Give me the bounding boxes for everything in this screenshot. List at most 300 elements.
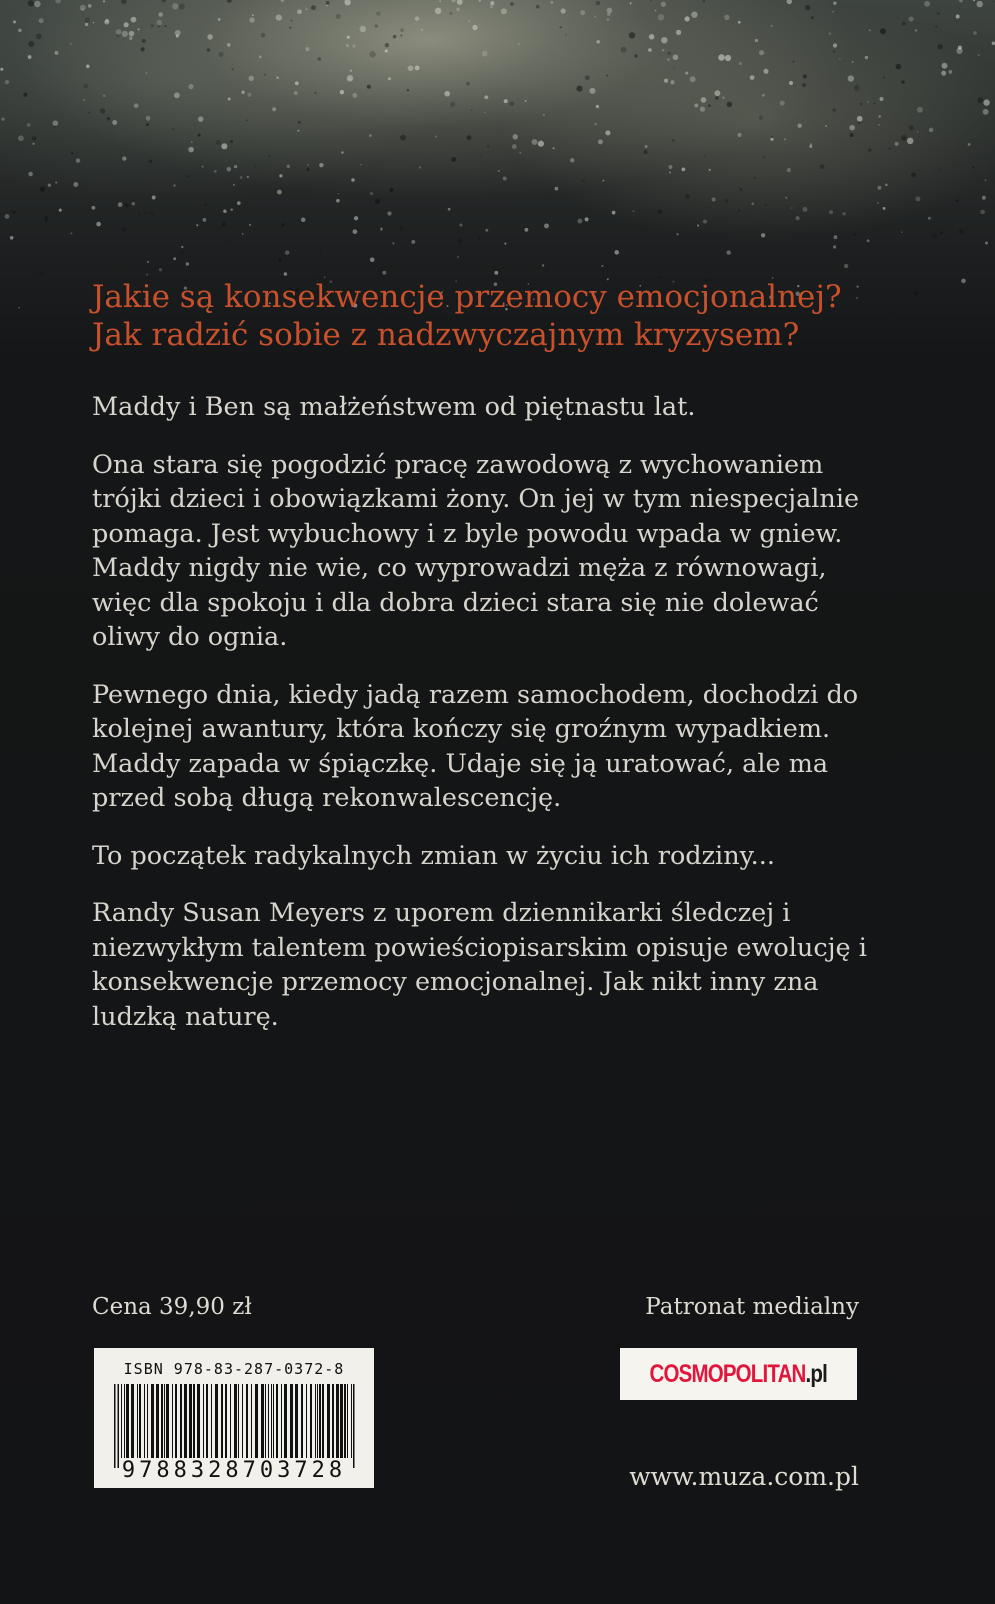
raindrop bbox=[338, 193, 339, 194]
raindrop bbox=[252, 15, 254, 17]
raindrop bbox=[249, 17, 254, 22]
raindrop bbox=[159, 268, 162, 271]
barcode-bar bbox=[351, 1384, 352, 1458]
raindrop bbox=[667, 58, 669, 60]
raindrop bbox=[367, 85, 371, 89]
raindrop bbox=[559, 26, 561, 28]
barcode-bar bbox=[271, 1384, 272, 1458]
raindrop bbox=[221, 143, 227, 149]
raindrop bbox=[740, 188, 743, 191]
raindrop bbox=[630, 2, 632, 4]
raindrop bbox=[207, 48, 211, 52]
raindrop bbox=[227, 167, 232, 172]
raindrop bbox=[65, 304, 66, 305]
raindrop bbox=[315, 92, 317, 94]
raindrop bbox=[419, 166, 421, 168]
raindrop bbox=[755, 39, 758, 42]
raindrop bbox=[670, 80, 674, 84]
raindrop bbox=[188, 84, 193, 89]
raindrop bbox=[350, 70, 352, 72]
headline bbox=[92, 278, 912, 354]
raindrop bbox=[585, 75, 590, 80]
raindrop bbox=[301, 218, 306, 223]
raindrop bbox=[725, 199, 729, 203]
raindrop bbox=[55, 182, 57, 184]
raindrop bbox=[297, 9, 302, 14]
partner-logo-suffix: .pl bbox=[805, 1359, 828, 1388]
barcode-bar bbox=[131, 1384, 134, 1458]
raindrop bbox=[932, 234, 936, 238]
raindrop bbox=[798, 124, 802, 128]
raindrop bbox=[85, 23, 88, 26]
raindrop bbox=[39, 271, 44, 276]
barcode-bar bbox=[221, 1384, 223, 1458]
patronage-label: Patronat medialny bbox=[645, 1294, 859, 1320]
raindrop bbox=[854, 85, 860, 91]
barcode-bar bbox=[319, 1384, 321, 1458]
raindrop bbox=[289, 27, 291, 29]
price-label: Cena 39,90 zł bbox=[92, 1294, 252, 1320]
raindrop bbox=[676, 233, 678, 235]
raindrop bbox=[725, 55, 731, 61]
barcode-bar bbox=[265, 1384, 266, 1458]
raindrop bbox=[667, 51, 671, 55]
raindrop bbox=[344, 0, 350, 5]
raindrop bbox=[393, 35, 397, 39]
raindrop bbox=[285, 250, 289, 254]
barcode-bar bbox=[114, 1384, 116, 1468]
barcode-bar bbox=[124, 1384, 125, 1458]
raindrop bbox=[247, 93, 251, 97]
raindrop bbox=[833, 245, 836, 248]
raindrop bbox=[173, 257, 176, 260]
raindrop bbox=[28, 41, 34, 47]
raindrop bbox=[855, 234, 857, 236]
raindrop bbox=[439, 0, 441, 2]
raindrop bbox=[762, 94, 765, 97]
raindrop bbox=[676, 30, 681, 35]
raindrop bbox=[399, 226, 403, 230]
raindrop bbox=[770, 138, 773, 141]
raindrop bbox=[929, 128, 933, 132]
raindrop bbox=[917, 131, 918, 132]
raindrop bbox=[59, 209, 62, 212]
raindrop bbox=[915, 196, 920, 201]
raindrop bbox=[457, 239, 461, 243]
raindrop bbox=[172, 3, 178, 9]
raindrop bbox=[883, 76, 886, 79]
raindrop bbox=[701, 97, 707, 103]
raindrop bbox=[844, 264, 848, 268]
raindrop bbox=[621, 47, 627, 53]
raindrop bbox=[467, 135, 472, 140]
barcode-bar bbox=[246, 1384, 248, 1458]
raindrop bbox=[164, 25, 166, 27]
barcode-bar bbox=[347, 1384, 348, 1458]
raindrop bbox=[985, 179, 987, 181]
raindrop bbox=[914, 291, 918, 295]
raindrop bbox=[501, 8, 507, 14]
barcode-bar bbox=[189, 1384, 192, 1458]
raindrop bbox=[290, 19, 292, 21]
raindrop bbox=[715, 96, 718, 99]
barcode-bar bbox=[144, 1384, 145, 1458]
raindrop bbox=[387, 211, 391, 215]
raindrop bbox=[959, 229, 964, 234]
raindrop bbox=[118, 202, 123, 207]
raindrop bbox=[664, 79, 668, 83]
barcode-bar bbox=[322, 1384, 324, 1458]
raindrop bbox=[370, 192, 373, 195]
raindrop bbox=[281, 223, 285, 227]
raindrop bbox=[181, 246, 183, 248]
raindrop bbox=[607, 8, 613, 14]
raindrop bbox=[825, 125, 827, 127]
raindrop bbox=[703, 219, 707, 223]
raindrop bbox=[942, 63, 948, 69]
raindrop bbox=[385, 43, 390, 48]
raindrop bbox=[614, 250, 619, 255]
raindrop bbox=[949, 70, 953, 74]
raindrop bbox=[279, 174, 282, 177]
raindrop bbox=[895, 142, 899, 146]
raindrop bbox=[802, 83, 806, 87]
ean-digits: 9788328703728 bbox=[121, 1458, 347, 1483]
raindrop bbox=[712, 197, 716, 201]
raindrop bbox=[634, 54, 637, 57]
raindrop bbox=[307, 164, 309, 166]
raindrop bbox=[146, 116, 151, 121]
raindrop bbox=[272, 107, 276, 111]
partner-logo bbox=[620, 1348, 857, 1400]
barcode-bar bbox=[255, 1384, 258, 1458]
raindrop bbox=[36, 34, 42, 40]
raindrop bbox=[513, 134, 518, 139]
barcode-bar bbox=[344, 1384, 346, 1458]
barcode-bar bbox=[281, 1384, 282, 1458]
raindrop bbox=[880, 28, 886, 34]
raindrop bbox=[157, 25, 160, 28]
raindrop bbox=[188, 147, 194, 153]
raindrop bbox=[105, 19, 109, 23]
raindrop bbox=[131, 17, 137, 23]
raindrop bbox=[982, 196, 986, 200]
raindrop bbox=[739, 62, 742, 65]
raindrop bbox=[510, 2, 513, 5]
raindrop bbox=[45, 216, 47, 218]
partner-logo-text bbox=[650, 1360, 828, 1389]
raindrop bbox=[518, 43, 520, 45]
raindrop bbox=[877, 186, 881, 190]
barcode-bar bbox=[306, 1384, 307, 1458]
raindrop bbox=[805, 5, 810, 10]
raindrop bbox=[829, 210, 833, 214]
raindrop bbox=[311, 5, 316, 10]
raindrop bbox=[415, 16, 419, 20]
raindrop bbox=[612, 211, 616, 215]
raindrop bbox=[172, 128, 175, 131]
raindrop bbox=[34, 1, 41, 8]
raindrop bbox=[980, 210, 985, 215]
raindrop bbox=[935, 25, 938, 28]
raindrop bbox=[303, 210, 305, 212]
raindrop bbox=[691, 12, 697, 18]
raindrop bbox=[956, 15, 960, 19]
raindrop bbox=[28, 0, 34, 6]
raindrop bbox=[146, 274, 148, 276]
raindrop bbox=[901, 135, 907, 141]
raindrop bbox=[70, 43, 72, 45]
raindrop bbox=[237, 201, 241, 205]
raindrop bbox=[124, 22, 129, 27]
raindrop bbox=[305, 47, 309, 51]
barcode-bar bbox=[310, 1384, 312, 1458]
raindrop bbox=[915, 29, 917, 31]
raindrop bbox=[134, 103, 139, 108]
raindrop bbox=[218, 52, 223, 57]
raindrop bbox=[570, 158, 575, 163]
raindrop bbox=[759, 50, 764, 55]
raindrop bbox=[472, 25, 477, 30]
raindrop bbox=[269, 156, 270, 157]
raindrop bbox=[28, 55, 32, 59]
raindrop bbox=[452, 0, 456, 2]
raindrop bbox=[784, 138, 786, 140]
raindrop bbox=[326, 1, 330, 5]
raindrop bbox=[469, 20, 470, 21]
raindrop bbox=[103, 0, 105, 2]
barcode-bar bbox=[180, 1384, 182, 1458]
raindrop bbox=[484, 95, 488, 99]
raindrop bbox=[149, 159, 153, 163]
raindrop bbox=[478, 237, 480, 239]
raindrop bbox=[407, 89, 409, 91]
raindrop bbox=[708, 104, 711, 107]
raindrop bbox=[661, 37, 668, 44]
raindrop bbox=[76, 158, 80, 162]
raindrop bbox=[803, 74, 807, 78]
raindrop bbox=[459, 223, 462, 226]
barcode-bar bbox=[137, 1384, 138, 1458]
raindrop bbox=[482, 51, 488, 57]
raindrop bbox=[295, 81, 299, 85]
raindrop bbox=[985, 242, 988, 245]
raindrop bbox=[852, 61, 854, 63]
raindrop bbox=[754, 177, 756, 179]
raindrop bbox=[510, 101, 515, 106]
blurb-paragraph-2: Ona stara się pogodzić pracę zawodową z wychowaniem trójki dzieci i obowiązkami żony. On jej w tym niespecjalnie pomaga. Jest wybuchowy i z byle powodu wpada w gniew. Maddy nigdy nie wie, co wyprowadzi męża z równowagi, więc dla spokoju i dla dobra dzieci stara się nie dolewać oliwy do ognia. bbox=[92, 449, 860, 652]
raindrop bbox=[218, 18, 221, 21]
raindrop bbox=[10, 236, 14, 240]
raindrop bbox=[259, 56, 262, 59]
blurb-paragraph-3: Pewnego dnia, kiedy jadą razem samochodem, dochodzi do kolejnej awantury, która kończy się groźnym wypadkiem. Maddy zapada w śpiączkę. Udaje się ją uratować, ale ma przed sobą długą rekonwalescencję. bbox=[92, 679, 859, 813]
raindrop bbox=[694, 103, 698, 107]
raindrop bbox=[175, 30, 181, 36]
raindrop bbox=[709, 169, 711, 171]
barcode-bar bbox=[230, 1384, 231, 1458]
raindrop bbox=[71, 152, 73, 154]
raindrop bbox=[408, 65, 414, 71]
raindrop bbox=[901, 80, 904, 83]
raindrop bbox=[341, 151, 344, 154]
raindrop bbox=[13, 20, 16, 23]
barcode-bar bbox=[172, 1384, 173, 1458]
raindrop bbox=[697, 225, 699, 227]
raindrop bbox=[380, 229, 382, 231]
raindrop bbox=[924, 1, 930, 7]
raindrop bbox=[585, 217, 589, 221]
raindrop bbox=[550, 1, 553, 4]
barcode-bar bbox=[327, 1384, 330, 1458]
raindrop bbox=[281, 0, 285, 2]
raindrop bbox=[907, 138, 914, 145]
barcode-bar bbox=[276, 1384, 278, 1458]
raindrop bbox=[869, 30, 870, 31]
raindrops-background bbox=[0, 0, 995, 320]
raindrop bbox=[40, 187, 45, 192]
raindrop bbox=[759, 116, 763, 120]
raindrop bbox=[216, 140, 221, 145]
raindrop bbox=[718, 54, 725, 61]
raindrop bbox=[848, 75, 854, 81]
raindrop bbox=[785, 197, 787, 199]
barcode-bar bbox=[336, 1384, 339, 1458]
raindrop bbox=[885, 184, 888, 187]
raindrop bbox=[661, 2, 666, 7]
raindrop bbox=[795, 216, 799, 220]
raindrop bbox=[48, 184, 51, 187]
raindrop bbox=[360, 26, 367, 33]
raindrop bbox=[55, 0, 60, 3]
raindrop bbox=[18, 29, 21, 32]
blurb bbox=[92, 390, 892, 1057]
raindrop bbox=[241, 91, 244, 94]
raindrop bbox=[247, 176, 249, 178]
raindrop bbox=[451, 157, 456, 162]
barcode-bar bbox=[164, 1384, 165, 1458]
raindrop bbox=[346, 44, 349, 47]
raindrop bbox=[751, 202, 754, 205]
raindrop bbox=[306, 168, 309, 171]
raindrop bbox=[240, 176, 243, 179]
barcode-bar bbox=[215, 1384, 218, 1458]
raindrop bbox=[457, 256, 459, 258]
raindrop bbox=[690, 76, 696, 82]
raindrop bbox=[297, 130, 299, 132]
raindrop bbox=[233, 184, 235, 186]
barcode-bar bbox=[234, 1384, 237, 1458]
raindrop bbox=[479, 0, 481, 2]
raindrop bbox=[400, 34, 402, 36]
raindrop bbox=[849, 133, 853, 137]
raindrop bbox=[375, 199, 380, 204]
raindrop bbox=[494, 271, 498, 275]
raindrop bbox=[214, 170, 217, 173]
raindrop bbox=[129, 31, 135, 37]
raindrop bbox=[792, 61, 794, 63]
raindrop bbox=[53, 120, 59, 126]
raindrop bbox=[360, 164, 362, 166]
raindrop bbox=[672, 139, 675, 142]
raindrop bbox=[839, 58, 841, 60]
raindrop bbox=[878, 124, 880, 126]
raindrop bbox=[55, 51, 59, 55]
raindrop bbox=[85, 17, 90, 22]
raindrop bbox=[12, 211, 15, 214]
raindrop bbox=[833, 11, 834, 12]
isbn-barcode bbox=[94, 1348, 374, 1488]
raindrop bbox=[382, 271, 386, 275]
raindrop bbox=[993, 0, 995, 2]
raindrop bbox=[543, 114, 545, 116]
raindrop bbox=[227, 0, 232, 3]
raindrop bbox=[80, 5, 86, 11]
raindrop bbox=[336, 14, 341, 19]
raindrop bbox=[977, 1, 983, 7]
raindrop bbox=[901, 231, 903, 233]
raindrop bbox=[352, 93, 357, 98]
raindrop bbox=[538, 141, 544, 147]
raindrop bbox=[141, 47, 145, 51]
raindrop bbox=[83, 84, 87, 88]
raindrop bbox=[242, 233, 244, 235]
raindrop bbox=[223, 209, 226, 212]
raindrop bbox=[595, 123, 597, 125]
barcode-bar bbox=[139, 1384, 141, 1458]
raindrop bbox=[145, 72, 147, 74]
barcode-bar bbox=[156, 1384, 159, 1458]
barcode-bar bbox=[261, 1384, 264, 1458]
raindrop bbox=[643, 150, 647, 154]
raindrop bbox=[602, 180, 604, 182]
raindrop bbox=[606, 75, 608, 77]
raindrop bbox=[673, 55, 679, 61]
publisher-website: www.muza.com.pl bbox=[629, 1462, 859, 1491]
barcode-bar bbox=[332, 1384, 334, 1458]
raindrop bbox=[832, 108, 836, 112]
raindrop bbox=[973, 31, 977, 35]
raindrop bbox=[858, 122, 861, 125]
barcode-bar bbox=[193, 1384, 195, 1458]
raindrop bbox=[582, 179, 585, 182]
raindrop bbox=[228, 243, 230, 245]
raindrop bbox=[833, 50, 836, 53]
raindrop bbox=[589, 88, 595, 94]
barcode-bar bbox=[353, 1384, 355, 1468]
raindrop bbox=[132, 202, 136, 206]
raindrop bbox=[390, 188, 394, 192]
raindrop bbox=[138, 28, 140, 30]
raindrop bbox=[868, 148, 871, 151]
raindrop bbox=[722, 96, 725, 99]
raindrop bbox=[23, 93, 27, 97]
raindrop bbox=[940, 231, 943, 234]
raindrop bbox=[231, 68, 233, 70]
barcode-bar bbox=[151, 1384, 154, 1458]
raindrop bbox=[834, 235, 838, 239]
raindrop bbox=[849, 125, 855, 131]
raindrop bbox=[983, 109, 989, 115]
raindrop bbox=[18, 307, 20, 309]
raindrop bbox=[580, 10, 585, 15]
raindrop bbox=[93, 22, 94, 23]
raindrop bbox=[284, 272, 288, 276]
barcode-bar bbox=[242, 1384, 243, 1458]
raindrop bbox=[983, 99, 989, 105]
raindrop bbox=[157, 20, 163, 26]
raindrop bbox=[352, 45, 355, 48]
raindrop bbox=[833, 43, 837, 47]
